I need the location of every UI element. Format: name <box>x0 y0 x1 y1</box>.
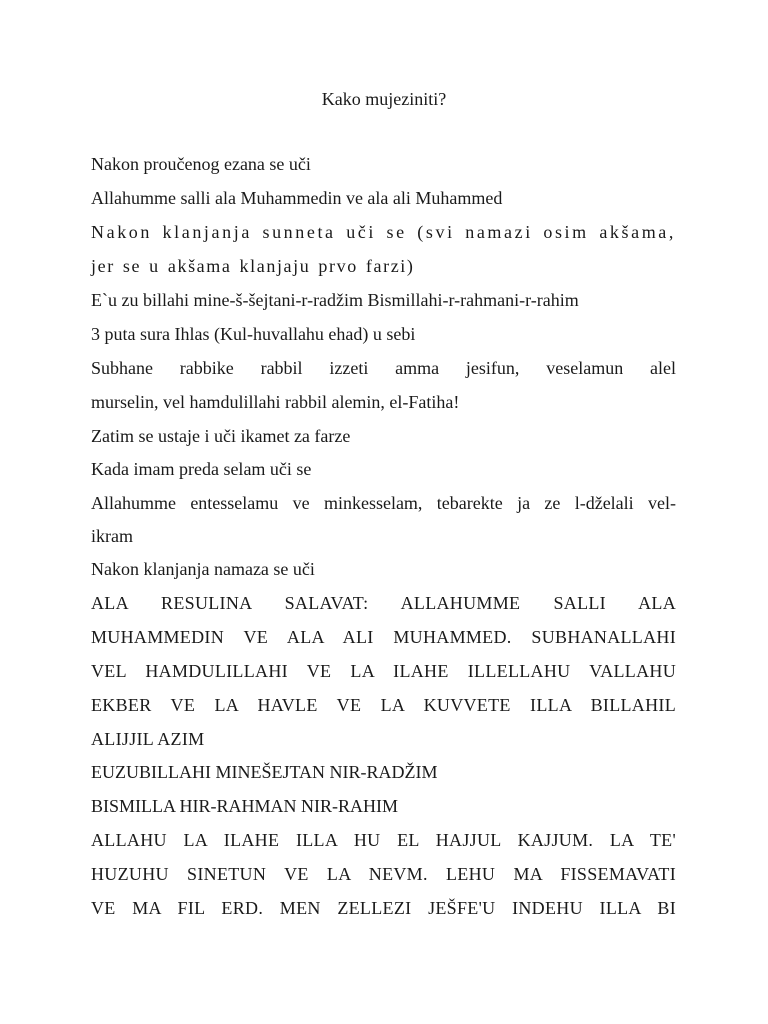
text-line-21: ALLAHU LA ILAHE ILLA HU EL HAJJUL KAJJUM. LA TE' <box>91 830 676 850</box>
text-line-9: Zatim se ustaje i uči ikamet za farze <box>91 426 351 446</box>
text-line-23: VE MA FIL ERD. MEN ZELLEZI JEŠFE'U INDEHU ILLA BI <box>91 898 676 918</box>
text-line-7: Subhane rabbike rabbil izzeti amma jesifun, veselamun alel <box>91 358 676 378</box>
text-line-10: Kada imam preda selam uči se <box>91 459 312 479</box>
text-line-15: MUHAMMEDIN VE ALA ALI MUHAMMED. SUBHANALLAHI <box>91 627 676 647</box>
text-line-3: Nakon klanjanja sunneta uči se (svi namazi osim akšama, <box>91 222 676 242</box>
text-line-1: Nakon proučenog ezana se uči <box>91 154 311 174</box>
text-line-8: murselin, vel hamdulillahi rabbil alemin, el-Fatiha! <box>91 392 460 412</box>
text-line-17: EKBER VE LA HAVLE VE LA KUVVETE ILLA BILLAHIL <box>91 695 676 715</box>
text-line-4: jer se u akšama klanjaju prvo farzi) <box>91 256 415 276</box>
text-line-2: Allahumme salli ala Muhammedin ve ala ali Muhammed <box>91 188 503 208</box>
text-line-14: ALA RESULINA SALAVAT: ALLAHUMME SALLI ALA <box>91 593 676 613</box>
text-line-13: Nakon klanjanja namaza se uči <box>91 559 315 579</box>
text-line-11: Allahumme entesselamu ve minkesselam, tebarekte ja ze l-dželali vel- <box>91 493 676 513</box>
text-line-12: ikram <box>91 526 133 546</box>
document-title: Kako mujeziniti? <box>321 89 447 109</box>
text-line-19: EUZUBILLAHI MINEŠEJTAN NIR-RADŽIM <box>91 762 438 782</box>
text-line-20: BISMILLA HIR-RAHMAN NIR-RAHIM <box>91 796 399 816</box>
text-line-18: ALIJJIL AZIM <box>91 729 205 749</box>
text-line-22: HUZUHU SINETUN VE LA NEVM. LEHU MA FISSEMAVATI <box>91 864 676 884</box>
text-line-16: VEL HAMDULILLAHI VE LA ILAHE ILLELLAHU VALLAHU <box>91 661 676 681</box>
text-line-5: E`u zu billahi mine-š-šejtani-r-radžim Bismillahi-r-rahmani-r-rahim <box>91 290 579 310</box>
text-line-6: 3 puta sura Ihlas (Kul-huvallahu ehad) u sebi <box>91 324 416 344</box>
